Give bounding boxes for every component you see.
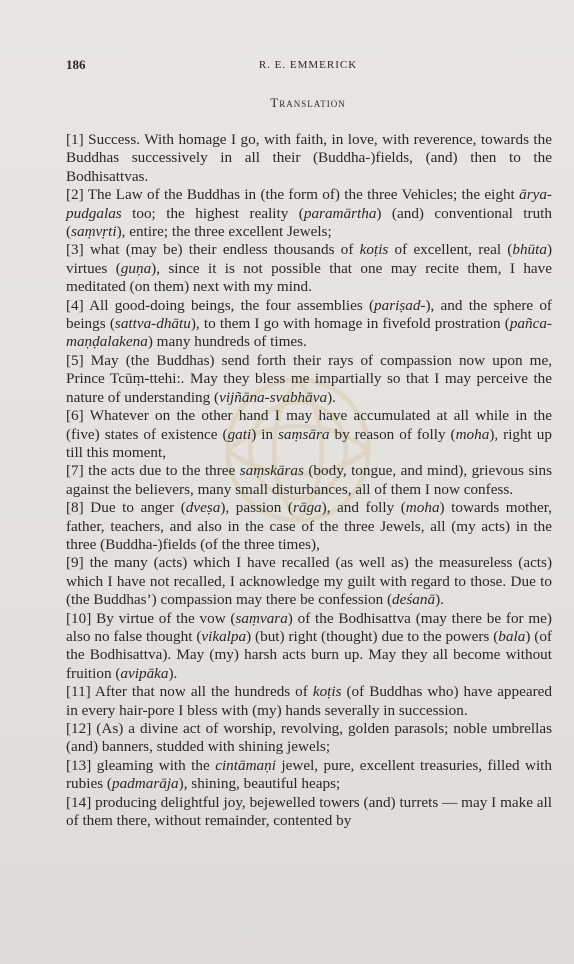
paragraph-2 — [66, 186, 552, 241]
text-run: [7] the acts due to the three — [66, 462, 240, 480]
paragraph-9 — [66, 554, 552, 609]
paragraph-14 — [66, 794, 552, 831]
text-run: ). — [435, 591, 444, 609]
text-run: ), passion ( — [220, 499, 293, 517]
page-number: 186 — [66, 57, 86, 72]
section-title: Translation — [270, 95, 346, 110]
italic-term: saṃskāras — [239, 462, 304, 480]
text-run: too; the highest reality ( — [121, 204, 304, 222]
paragraph-8 — [66, 499, 552, 554]
italic-term: vijñāna-svabhāva — [219, 388, 328, 406]
text-run: ) (of the Bodhisattva). May (my) harsh acts burn up. May they all become without fruition ( — [66, 627, 552, 682]
paragraph-1 — [66, 131, 552, 186]
italic-term: moha — [405, 499, 440, 517]
italic-term: koṭis — [312, 683, 342, 701]
italic-term: saṃsāra — [278, 425, 330, 443]
italic-term: pariṣad- — [374, 296, 426, 314]
text-run: [9] the many (acts) which I have recalled (as well as) the measureless (acts) which I have not recalled, I acknowledge my guilt with regard to those. Due to (the Buddhas’) compassion may there be confession ( — [66, 554, 552, 609]
text-run: ), to them I go with homage in fivefold prostration ( — [190, 315, 510, 333]
italic-term: dveṣa — [185, 499, 221, 517]
text-run: [6] Whatever on the other hand I may have accumulated at all while in the (five) states of existence ( — [66, 407, 552, 443]
text-run: ), since it is not possible that one may recite them, I have meditated (on them) next with my mind. — [66, 259, 552, 296]
italic-term: rāga — [292, 499, 322, 517]
text-run: ) virtues ( — [66, 241, 553, 277]
paragraph-4 — [66, 297, 552, 352]
text-run: ). — [168, 664, 178, 682]
paragraph-11 — [66, 683, 552, 720]
text-run: [13] gleaming with the — [66, 756, 216, 774]
italic-term: guṇa — [120, 259, 152, 277]
text-run: [10] By virtue of the vow ( — [66, 609, 236, 627]
italic-term: moha — [455, 425, 490, 443]
text-run: ), and folly ( — [321, 499, 406, 517]
text-run: [1] Success. With homage I go, with faith, in love, with reverence, towards the Buddhas successively in all their (Buddha-)fields, (and) then to the Bodhisattvas. — [66, 131, 552, 185]
italic-term: pañca-maṇḍalakena — [66, 315, 552, 351]
paragraph-12 — [66, 720, 552, 757]
page-header — [66, 57, 550, 77]
text-run: [8] Due to anger ( — [66, 499, 186, 517]
paragraph-13 — [66, 757, 552, 794]
text-run: ), shining, beautiful heaps; — [178, 775, 341, 793]
italic-term: bala — [498, 627, 526, 645]
translation-text — [66, 131, 552, 830]
text-run: by reason of folly ( — [329, 425, 456, 443]
text-run: [5] May (the Buddhas) send forth their rays of compassion now upon me, Prince Tcūṃ-ttehi:. May they bless me impartially so that I may perceive the nature of understanding ( — [66, 351, 552, 406]
text-run: ) (but) right (thought) due to the powers ( — [246, 627, 499, 645]
text-run: jewel, pure, excellent treasuries, filled with rubies ( — [66, 756, 553, 793]
italic-term: deśanā — [392, 591, 436, 609]
text-run: [14] producing delightful joy, bejewelled towers (and) turrets — may I make all of them there, without remainder, contented by — [66, 793, 552, 830]
paragraph-6 — [66, 407, 552, 462]
paragraph-7 — [66, 462, 552, 499]
italic-term: saṃvṛti — [71, 223, 117, 241]
text-run: ) many hundreds of times. — [147, 333, 307, 351]
italic-term: saṃvara — [235, 609, 288, 627]
text-run: (of Buddhas who) have appeared in every hair-pore I bless with (my) hands severally in succession. — [66, 683, 552, 719]
text-run: ), right up till this moment, — [66, 425, 552, 461]
italic-term: paramārtha — [303, 204, 377, 222]
text-run: ). — [327, 388, 336, 406]
text-run: [3] what (may be) their endless thousands of — [66, 241, 360, 259]
italic-term: padmarāja — [111, 775, 179, 793]
text-run: ) (and) conventional truth ( — [66, 204, 552, 241]
italic-term: cintāmaṇi — [215, 756, 276, 774]
text-run: ), entire; the three excellent Jewels; — [116, 223, 332, 241]
running-head: R. E. EMMERICK — [258, 59, 358, 71]
italic-term: bhūta — [512, 241, 547, 259]
text-run: (body, tongue, and mind), grievous sins against the believers, many small disturbances, all of them I now confess. — [66, 462, 552, 498]
text-run: ), and the sphere of beings ( — [66, 296, 552, 333]
text-run: ) towards mother, father, teachers, and also in the case of the three Jewels, all (my acts) in the three (Buddha-)fields (of the three times), — [66, 499, 552, 553]
paragraph-10 — [66, 610, 552, 684]
italic-term: gati — [227, 425, 252, 443]
italic-term: ārya-pudgalas — [66, 186, 552, 222]
text-run: of excellent, real ( — [388, 241, 513, 259]
paragraph-3 — [66, 241, 552, 296]
text-run: [11] After that now all the hundreds of — [66, 683, 313, 701]
italic-term: vikalpa — [201, 627, 247, 645]
italic-term: avipāka — [120, 664, 169, 682]
italic-term: koṭis — [359, 241, 389, 259]
text-run: [12] (As) a divine act of worship, revolving, golden parasols; noble umbrellas (and) banners, studded with shining jewels; — [66, 720, 552, 756]
italic-term: sattva-dhātu — [114, 315, 191, 333]
text-run: ) of the Bodhisattva (may there be for me) also no false thought ( — [66, 609, 552, 645]
paragraph-5 — [66, 352, 552, 407]
text-run: [2] The Law of the Buddhas in (the form of) the three Vehicles; the eight — [66, 186, 520, 204]
text-run: ) in — [251, 425, 279, 443]
text-run: [4] All good-doing beings, the four assemblies ( — [66, 296, 374, 314]
